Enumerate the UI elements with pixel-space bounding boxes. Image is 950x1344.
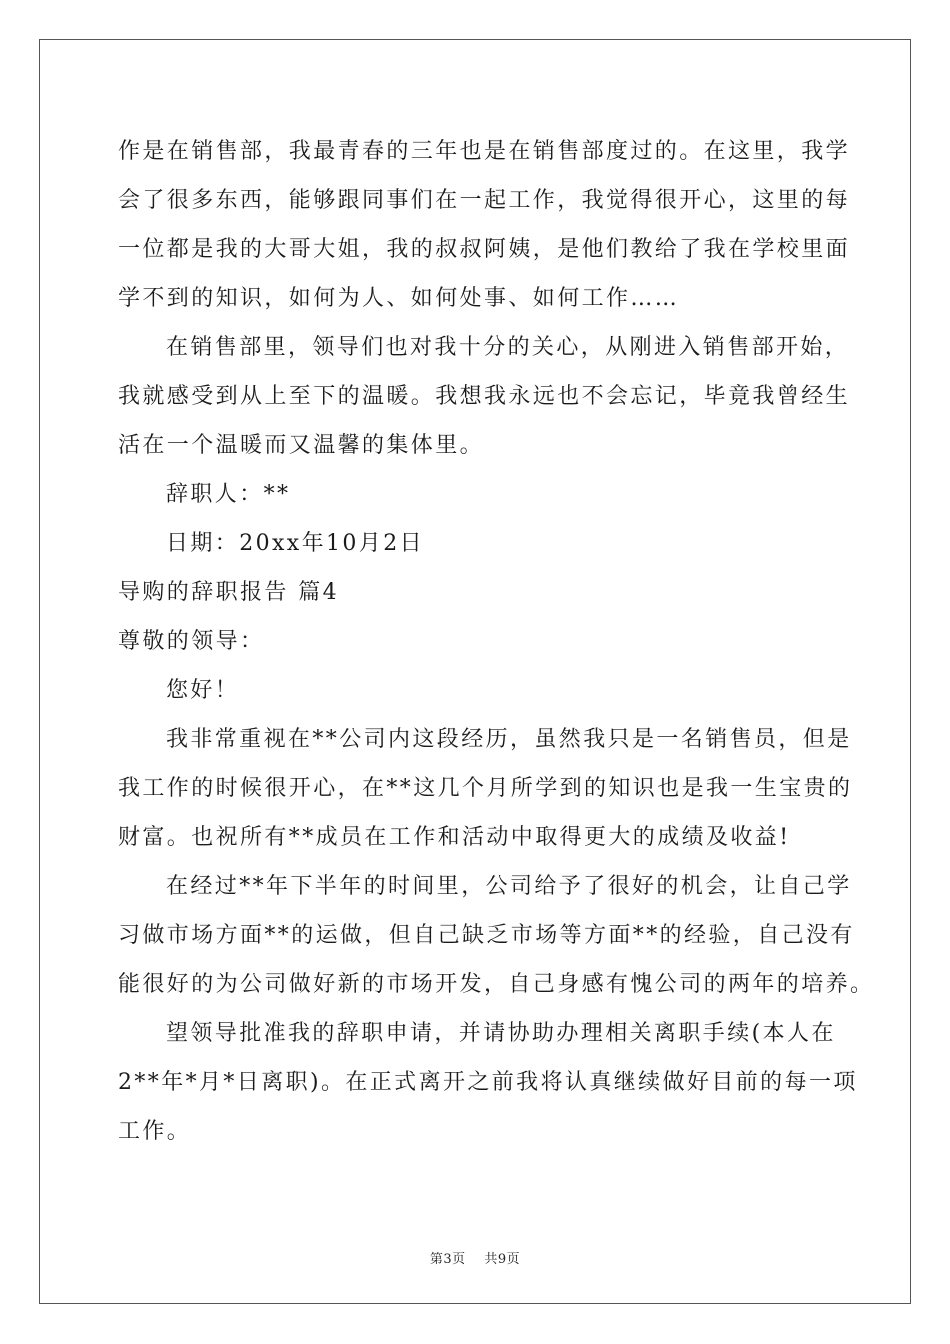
body-text-line: 2**年*月*日离职)。在正式离开之前我将认真继续做好目前的每一项 [118,1070,858,1095]
body-text-line: 能很好的为公司做好新的市场开发，自己身感有愧公司的两年的培养。 [118,972,875,997]
body-text-line: 学不到的知识，如何为人、如何处事、如何工作…… [118,286,680,311]
paragraph-start-line: 望领导批准我的辞职申请，并请协助办理相关离职手续(本人在 [166,1021,836,1046]
page-total: 共9页 [484,1252,521,1267]
body-text-line: 习做市场方面**的运做，但自己缺乏市场等方面**的经验，自己没有 [118,923,855,948]
body-text-line: 活在一个温暖而又温馨的集体里。 [118,433,485,458]
section-heading: 导购的辞职报告 篇4 [118,580,339,605]
page-footer [0,1248,950,1267]
document-body [118,127,875,1156]
body-text-line: 作是在销售部，我最青春的三年也是在销售部度过的。在这里，我学 [118,139,851,164]
body-text-line: 工作。 [118,1119,192,1144]
body-text-line: 一位都是我的大哥大姐，我的叔叔阿姨，是他们教给了我在学校里面 [118,237,851,262]
paragraph-start-line: 在销售部里，领导们也对我十分的关心，从刚进入销售部开始， [166,335,850,360]
page-number: 第3页 [429,1252,466,1267]
date-line: 日期：20xx年10月2日 [166,531,425,556]
greeting: 您好！ [166,678,240,703]
signature-line: 辞职人：** [166,482,291,507]
body-text-line: 我就感受到从上至下的温暖。我想我永远也不会忘记，毕竟我曾经生 [118,384,851,409]
body-text-line: 我工作的时候很开心，在**这几个月所学到的知识也是我一生宝贵的 [118,776,853,801]
paragraph-start-line: 我非常重视在**公司内这段经历，虽然我只是一名销售员，但是 [166,727,852,752]
body-text-line: 财富。也祝所有**成员在工作和活动中取得更大的成绩及收益! [118,825,791,850]
paragraph-start-line: 在经过**年下半年的时间里，公司给予了很好的机会，让自己学 [166,874,852,899]
salutation: 尊敬的领导： [118,629,265,654]
body-text-line: 会了很多东西，能够跟同事们在一起工作，我觉得很开心，这里的每 [118,188,851,213]
